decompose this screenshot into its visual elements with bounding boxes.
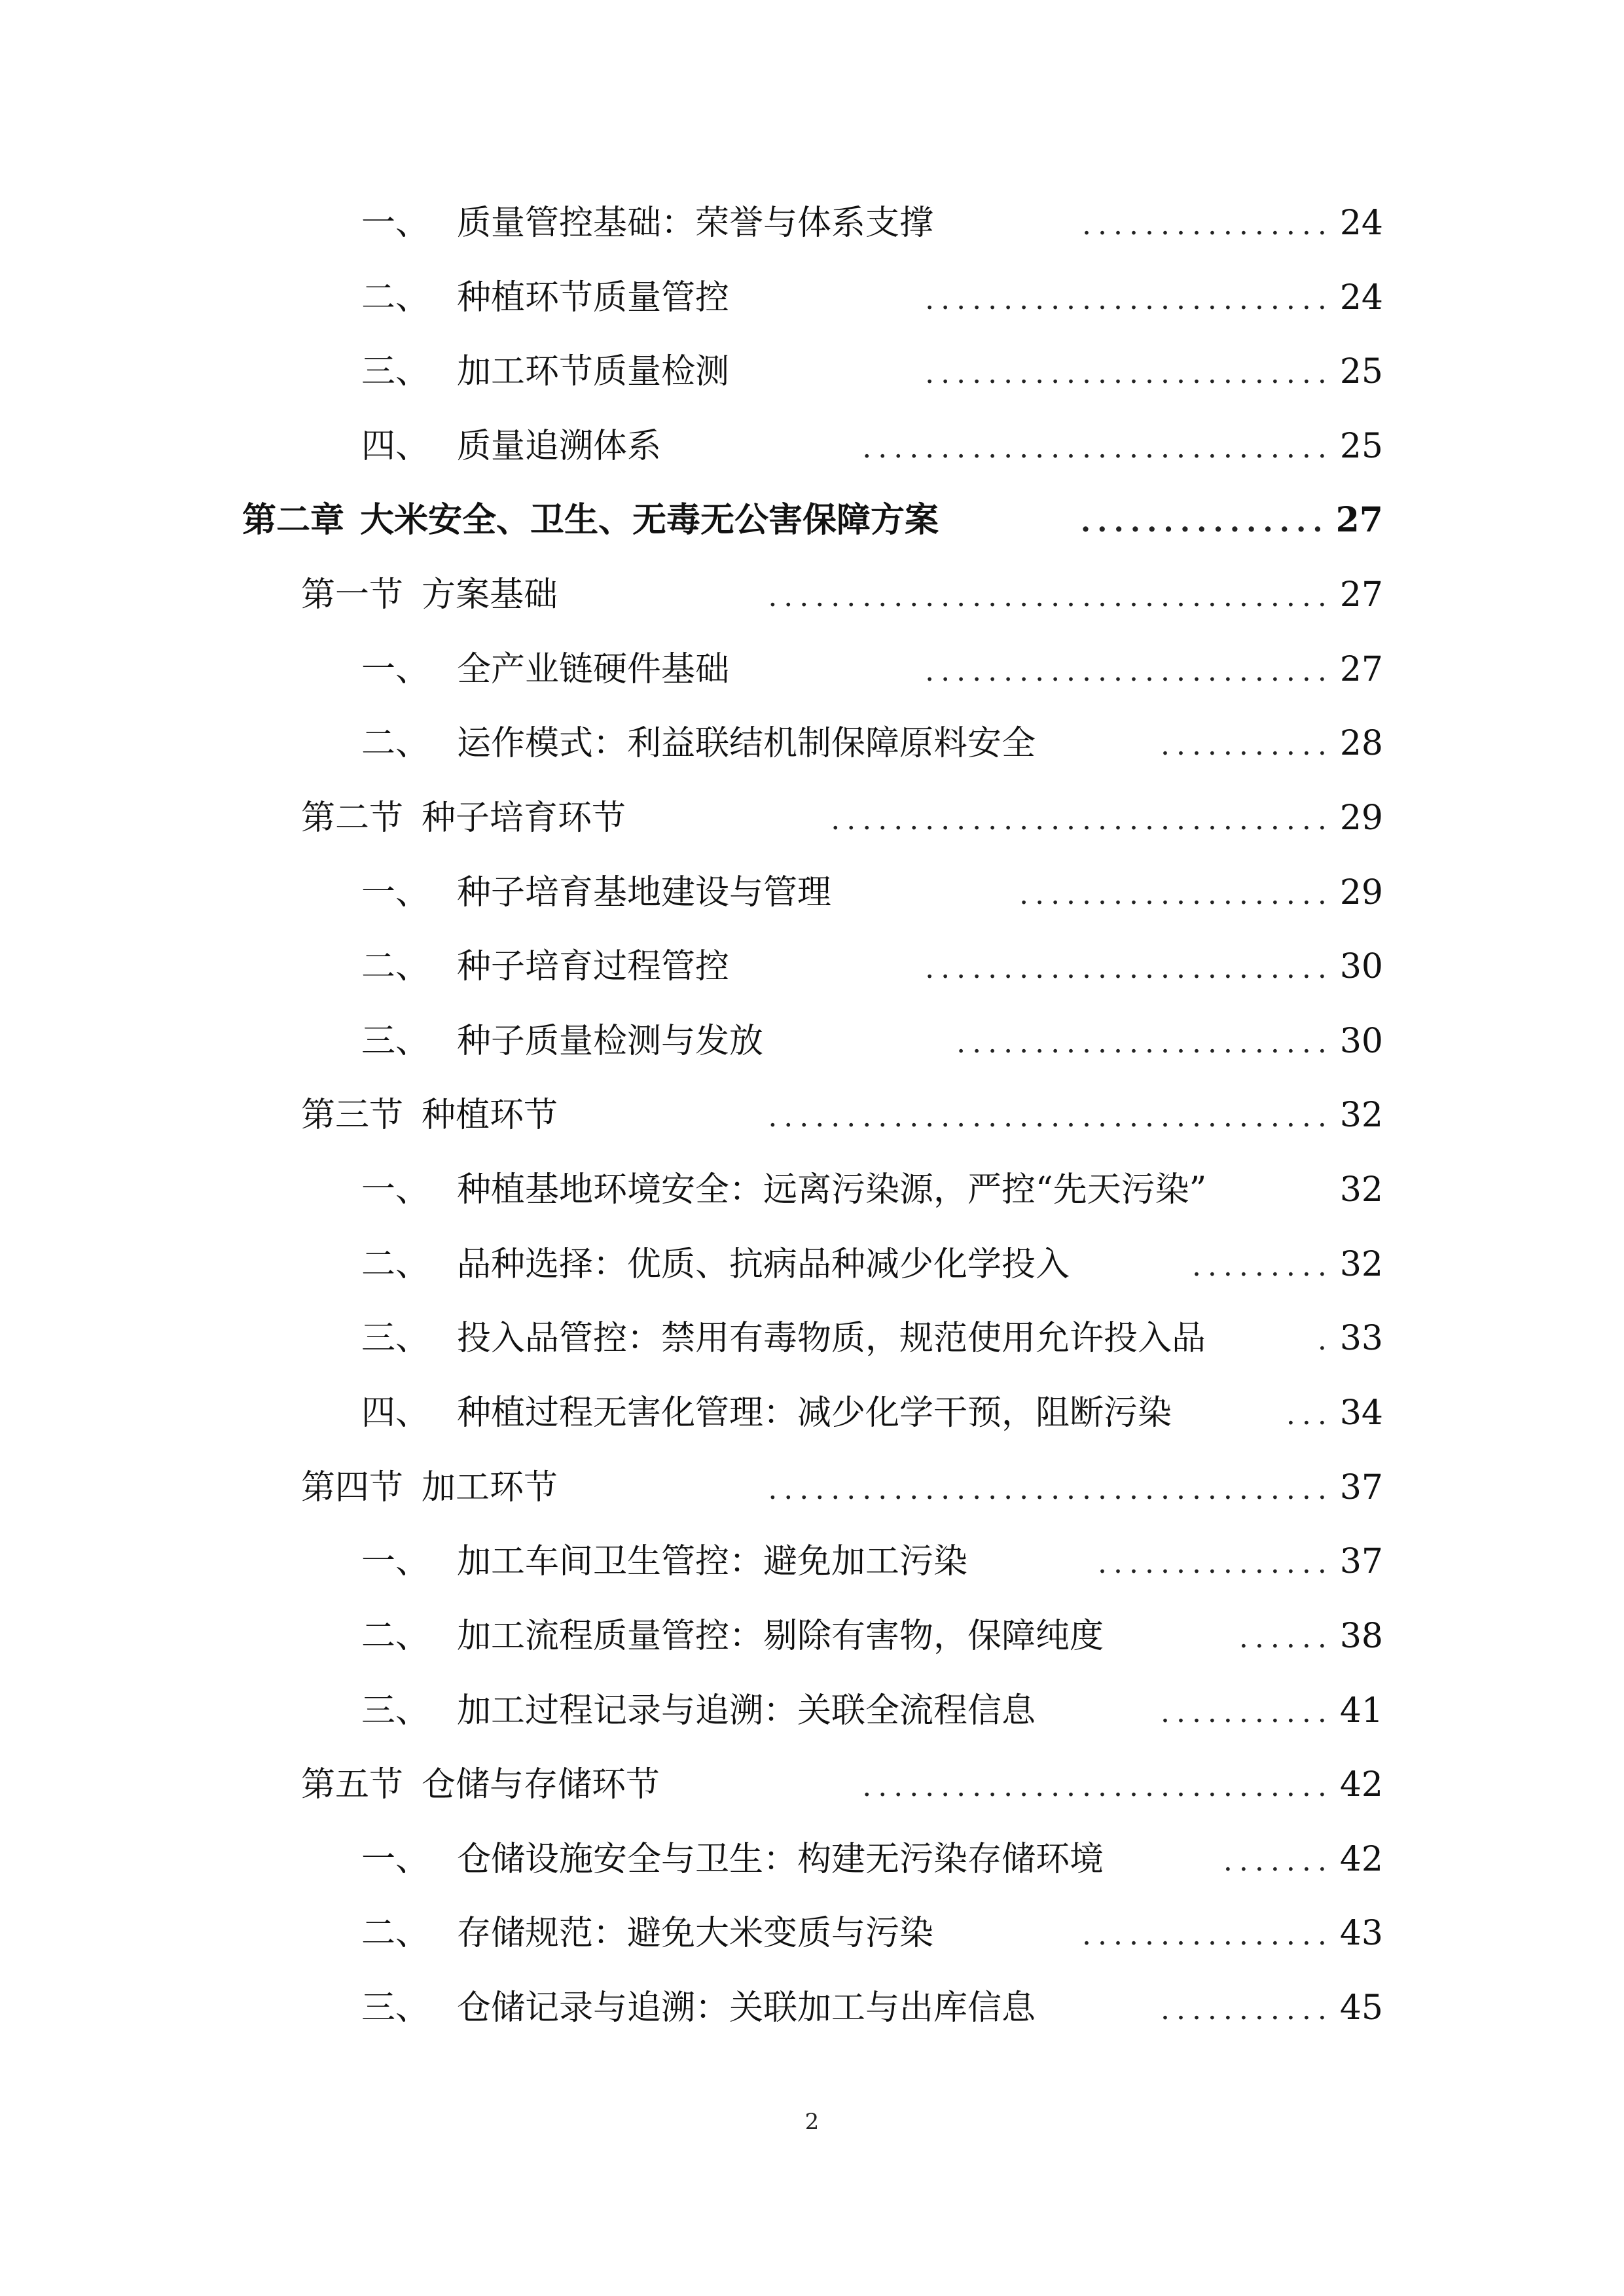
toc-entry[interactable]	[361, 646, 1383, 693]
toc-entry-title: 加工环节质量检测	[457, 352, 730, 391]
toc-entry-number: 三、	[361, 352, 430, 391]
toc-entry-title: 投入品管控：禁用有毒物质，规范使用允许投入品	[457, 1319, 1206, 1358]
toc-entry-number: 三、	[361, 1319, 430, 1358]
toc-entry[interactable]	[361, 423, 1383, 470]
toc-entry-page: 29	[1339, 873, 1383, 912]
toc-section-entry[interactable]	[301, 1464, 1383, 1511]
toc-entry-number: 一、	[361, 650, 430, 689]
toc-leader-dots: ....................................	[768, 1473, 1333, 1506]
toc-entry-number: 三、	[361, 1988, 430, 2028]
toc-entry-title: 存储规范：避免大米变质与污染	[457, 1914, 934, 1953]
toc-leader-dots: ....................................	[768, 1100, 1333, 1134]
toc-entry-page: 24	[1339, 278, 1383, 317]
toc-entry-page: 24	[1339, 204, 1383, 243]
toc-entry-number: 一、	[361, 1840, 430, 1879]
toc-entry-title: 加工环节	[422, 1468, 558, 1507]
toc-entry-page: 29	[1339, 798, 1383, 838]
toc-entry-title: 种植基地环境安全：远离污染源，严控“先天污染”	[457, 1170, 1207, 1210]
toc-entry-title: 加工流程质量管控：剔除有害物，保障纯度	[457, 1617, 1104, 1656]
toc-leader-dots: .......	[1223, 1844, 1333, 1878]
toc-entry-title: 质量追溯体系	[457, 427, 662, 466]
toc-leader-dots: .........	[1191, 1249, 1333, 1283]
toc-entry-number: 四、	[361, 1393, 430, 1433]
toc-section-entry[interactable]	[301, 571, 1383, 619]
toc-entry[interactable]	[361, 1984, 1383, 2032]
toc-entry-number: 二、	[361, 1245, 430, 1284]
toc-entry-page: 41	[1339, 1691, 1383, 1731]
toc-entry[interactable]	[361, 869, 1383, 916]
toc-entry-number: 第三节	[301, 1096, 404, 1135]
toc-entry-title: 种植环节质量管控	[457, 278, 730, 317]
toc-leader-dots: ..........................	[925, 952, 1333, 985]
toc-entry-title: 全产业链硬件基础	[457, 650, 730, 689]
toc-entry-number: 二、	[361, 947, 430, 986]
toc-entry-number: 二、	[361, 278, 430, 317]
toc-entry-page: 32	[1339, 1245, 1383, 1284]
toc-entry-page: 37	[1339, 1468, 1383, 1507]
toc-entry-page: 32	[1339, 1096, 1383, 1135]
toc-entry-page: 25	[1339, 352, 1383, 391]
toc-entry-page: 30	[1339, 947, 1383, 986]
toc-leader-dots: ........................	[956, 1026, 1333, 1060]
toc-leader-dots: ..........................	[925, 283, 1333, 316]
toc-entry[interactable]	[361, 1910, 1383, 1957]
toc-entry[interactable]	[361, 943, 1383, 990]
toc-leader-dots: ...........	[1160, 1696, 1333, 1729]
toc-entry-number: 第一节	[301, 575, 404, 615]
toc-entry-title: 种子质量检测与发放	[457, 1022, 764, 1061]
toc-entry-page: 25	[1339, 427, 1383, 466]
toc-entry-page: 37	[1339, 1542, 1383, 1581]
toc-leader-dots: ......	[1238, 1621, 1333, 1655]
toc-leader-dots: ....................	[1019, 878, 1333, 911]
toc-entry-page: 27	[1339, 650, 1383, 689]
toc-entry[interactable]	[361, 200, 1383, 247]
toc-entry[interactable]	[361, 1018, 1383, 1065]
toc-leader-dots: ..........................	[925, 357, 1333, 390]
toc-chapter-entry[interactable]	[242, 497, 1383, 544]
toc-entry-title: 加工车间卫生管控：避免加工污染	[457, 1542, 968, 1581]
toc-entry-title: 方案基础	[422, 575, 558, 615]
toc-entry[interactable]	[361, 1538, 1383, 1585]
toc-entry-title: 质量管控基础：荣誉与体系支撑	[457, 204, 934, 243]
toc-entry[interactable]	[361, 1241, 1383, 1288]
toc-leader-dots: ...............	[1080, 505, 1329, 539]
toc-leader-dots: ..............................	[862, 431, 1333, 465]
toc-section-entry[interactable]	[301, 795, 1383, 842]
toc-entry-number: 一、	[361, 204, 430, 243]
toc-leader-dots: ...............	[1098, 1547, 1333, 1580]
toc-entry-number: 二、	[361, 1617, 430, 1656]
toc-leader-dots: ................	[1082, 208, 1333, 242]
toc-entry-number: 第四节	[301, 1468, 404, 1507]
toc-entry-page: 38	[1339, 1617, 1383, 1656]
toc-entry-title: 仓储记录与追溯：关联加工与出库信息	[457, 1988, 1036, 2028]
toc-leader-dots: ...........	[1160, 728, 1333, 762]
toc-entry-title: 种子培育环节	[422, 798, 626, 838]
toc-leader-dots: ....................................	[768, 580, 1333, 613]
toc-entry[interactable]	[361, 348, 1383, 395]
toc-entry[interactable]	[361, 1166, 1383, 1213]
toc-entry-number: 四、	[361, 427, 430, 466]
toc-section-entry[interactable]	[301, 1761, 1383, 1808]
toc-entry-page: 34	[1339, 1393, 1383, 1433]
toc-entry-number: 一、	[361, 1170, 430, 1210]
toc-entry-page: 42	[1339, 1840, 1383, 1879]
toc-entry-title: 品种选择：优质、抗病品种减少化学投入	[457, 1245, 1070, 1284]
toc-entry-number: 第二节	[301, 798, 404, 838]
toc-entry-page: 33	[1339, 1319, 1383, 1358]
toc-leader-dots: ................................	[831, 803, 1333, 836]
toc-entry-number: 一、	[361, 873, 430, 912]
toc-entry-number: 三、	[361, 1691, 430, 1731]
toc-entry-number: 二、	[361, 1914, 430, 1953]
toc-entry[interactable]	[361, 1836, 1383, 1883]
toc-entry-page: 27	[1335, 500, 1383, 540]
toc-entry-title: 种植环节	[422, 1096, 558, 1135]
toc-entry-title: 大米安全、卫生、无毒无公害保障方案	[360, 500, 939, 540]
toc-entry-number: 第五节	[301, 1765, 404, 1804]
toc-entry-title: 仓储与存储环节	[422, 1765, 660, 1804]
toc-leader-dots: ...	[1286, 1398, 1333, 1431]
toc-entry-title: 种植过程无害化管理：减少化学干预，阻断污染	[457, 1393, 1172, 1433]
toc-entry[interactable]	[361, 1687, 1383, 1734]
toc-entry-page: 42	[1339, 1765, 1383, 1804]
toc-entry-page: 32	[1339, 1170, 1383, 1210]
toc-entry-number: 二、	[361, 724, 430, 763]
toc-entry[interactable]	[361, 1315, 1383, 1362]
toc-entry[interactable]	[361, 720, 1383, 767]
toc-entry-title: 种子培育基地建设与管理	[457, 873, 832, 912]
toc-entry-title: 种子培育过程管控	[457, 947, 730, 986]
toc-leader-dots: ..........................	[925, 655, 1333, 688]
toc-section-entry[interactable]	[301, 1092, 1383, 1139]
toc-leader-dots: ...........	[1160, 1993, 1333, 2026]
page-number: 2	[804, 2109, 820, 2135]
toc-entry-title: 运作模式：利益联结机制保障原料安全	[457, 724, 1036, 763]
toc-entry-number: 第二章	[242, 500, 345, 540]
toc-entry-title: 加工过程记录与追溯：关联全流程信息	[457, 1691, 1036, 1731]
toc-leader-dots: ..............................	[862, 1770, 1333, 1803]
toc-entry-page: 27	[1339, 575, 1383, 615]
toc-leader-dots: .	[1317, 1323, 1333, 1357]
toc-entry-page: 43	[1339, 1914, 1383, 1953]
toc-entry-page: 45	[1339, 1988, 1383, 2028]
toc-entry-page: 28	[1339, 724, 1383, 763]
toc-entry-title: 仓储设施安全与卫生：构建无污染存储环境	[457, 1840, 1104, 1879]
toc-entry[interactable]	[361, 1613, 1383, 1660]
toc-leader-dots: ................	[1082, 1918, 1333, 1952]
toc-entry-page: 30	[1339, 1022, 1383, 1061]
toc-entry[interactable]	[361, 274, 1383, 321]
toc-entry-number: 一、	[361, 1542, 430, 1581]
toc-entry[interactable]	[361, 1390, 1383, 1437]
toc-entry-number: 三、	[361, 1022, 430, 1061]
